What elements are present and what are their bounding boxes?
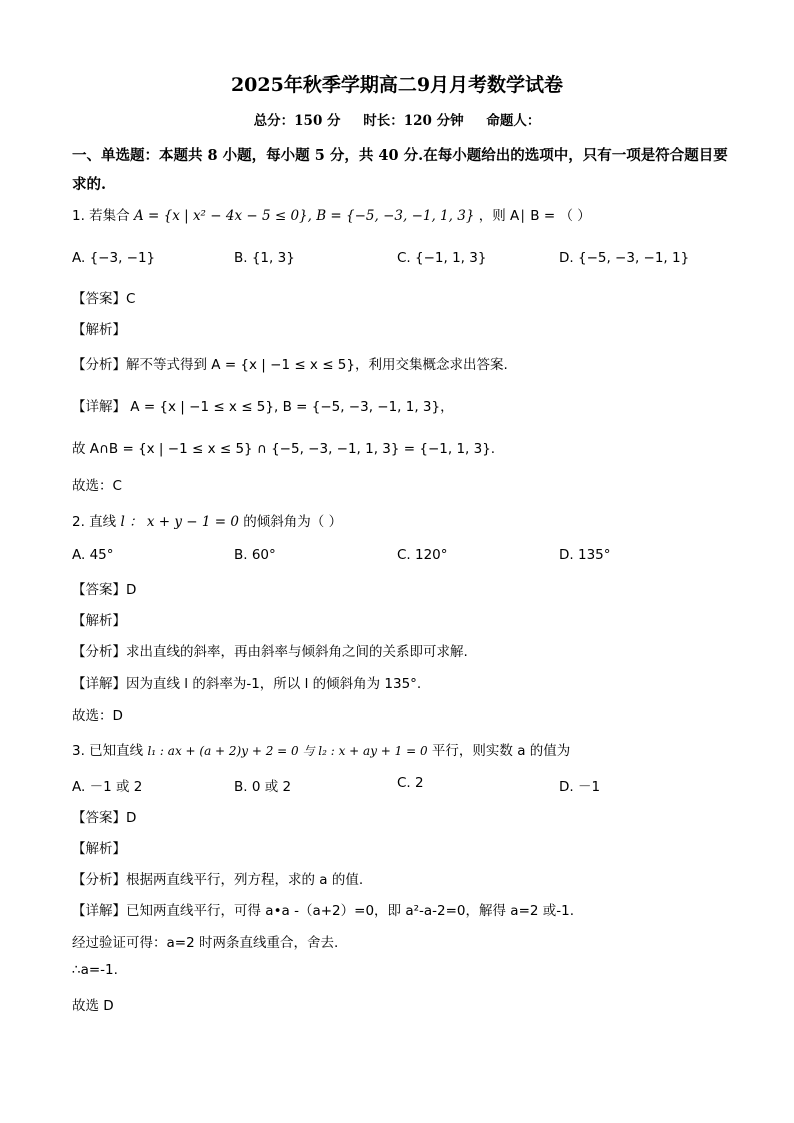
question-3-option-a: A. －1 或 2: [72, 779, 143, 795]
duration: 时长：120 分钟: [363, 113, 464, 129]
question-2-option-d: D. 135°: [559, 547, 611, 563]
section-heading: 一、单选题：本题共 8 小题，每小题 5 分，共 40 分.在每小题给出的选项中，只有一项是符合题目要求的.: [72, 147, 728, 193]
question-2-conclusion: 故选：D: [72, 708, 123, 724]
question-3-extra-1: 经过验证可得：a=2 时两条直线重合，舍去.: [72, 935, 339, 951]
question-3-suffix: 平行，则实数 a 的值为: [431, 743, 571, 759]
question-3-math: l₁ : ax + (a + 2)y + 2 = 0 与 l₂ : x + ay + 1 = 0: [147, 744, 428, 758]
question-2-option-a: A. 45°: [72, 547, 114, 563]
question-2-analysis-label: 【解析】: [72, 613, 126, 629]
question-3-extra-2: ∴a=-1.: [72, 962, 118, 978]
question-2-suffix: 的倾斜角为（ ）: [243, 514, 343, 530]
question-1-option-b: B. {1, 3}: [234, 250, 295, 266]
question-1-fenxi: 【分析】解不等式得到 A = {x | −1 ≤ x ≤ 5}，利用交集概念求出答案.: [72, 357, 508, 373]
question-2-math: l ： x + y − 1 = 0: [120, 514, 239, 530]
question-1-analysis-label: 【解析】: [72, 322, 126, 338]
question-1-suffix: ，则 A∣ B = （ ）: [478, 208, 591, 224]
question-1-option-a: A. {−3, −1}: [72, 250, 156, 266]
question-1-extra-1: 故 A∩B = {x | −1 ≤ x ≤ 5} ∩ {−5, −3, −1, 1, 3} = {−1, 1, 3}.: [72, 441, 496, 457]
question-2-option-c: C. 120°: [397, 547, 448, 563]
question-1-stem: [72, 204, 591, 224]
exam-title: 2025年秋季学期高二9月月考数学试卷: [230, 74, 564, 96]
question-2-stem: [72, 510, 342, 530]
question-2-fenxi: 【分析】求出直线的斜率，再由斜率与倾斜角之间的关系即可求解.: [72, 644, 468, 660]
question-3-conclusion: 故选 D: [72, 998, 114, 1014]
question-3-option-c: C. 2: [397, 775, 424, 791]
question-3-answer: 【答案】D: [72, 810, 137, 826]
question-2-xiangjie: 【详解】因为直线 l 的斜率为-1，所以 l 的倾斜角为 135°.: [72, 676, 422, 692]
question-2-answer: 【答案】D: [72, 582, 137, 598]
question-3-analysis-label: 【解析】: [72, 841, 126, 857]
question-1-option-d: D. {−5, −3, −1, 1}: [559, 250, 690, 266]
question-1-conclusion: 故选：C: [72, 478, 122, 494]
question-3-option-d: D. －1: [559, 779, 601, 795]
exam-meta: [0, 109, 794, 129]
question-1-xiangjie: 【详解】 A = {x | −1 ≤ x ≤ 5}, B = {−5, −3, −1, 1, 3}，: [72, 399, 454, 415]
question-3-xiangjie: 【详解】已知两直线平行，可得 a•a -（a+2）=0，即 a²-a-2=0，解得 a=2 或-1.: [72, 903, 575, 919]
question-2-option-b: B. 60°: [234, 547, 276, 563]
question-3-prefix: 3. 已知直线: [72, 743, 144, 759]
question-1-prefix: 1. 若集合: [72, 208, 130, 224]
question-3-option-b: B. 0 或 2: [234, 779, 292, 795]
question-1-option-c: C. {−1, 1, 3}: [397, 250, 487, 266]
question-2-prefix: 2. 直线: [72, 514, 117, 530]
author: 命题人：: [486, 113, 541, 129]
question-3-fenxi: 【分析】根据两直线平行，列方程，求的 a 的值.: [72, 872, 364, 888]
total-score: 总分：150 分: [253, 113, 341, 129]
question-1-math: A = {x | x² − 4x − 5 ≤ 0}, B = {−5, −3, −1, 1, 3}: [133, 208, 475, 224]
question-1-answer: 【答案】C: [72, 291, 136, 307]
question-3-stem: [72, 739, 570, 759]
